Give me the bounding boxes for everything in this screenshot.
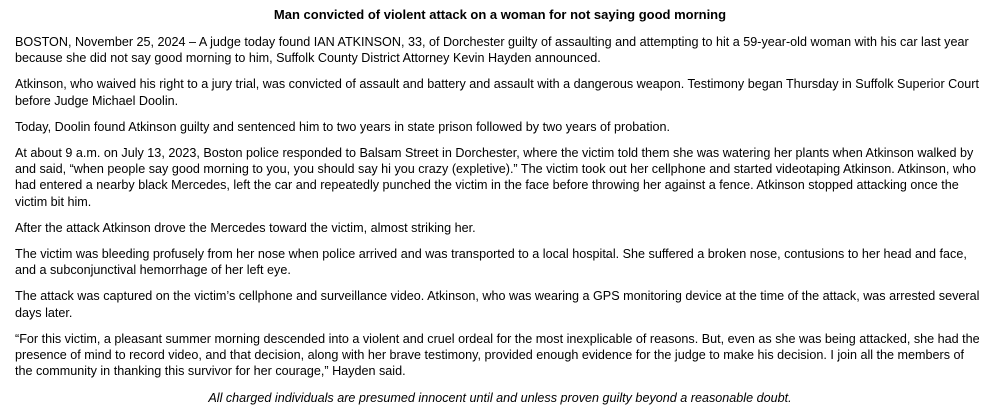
paragraph-quote: “For this victim, a pleasant summer morning descended into a violent and cruel ordeal for the most inexplicable of reasons. But, even as she was being attacked, she had the presence of mind to record video, and that decision, along with her brave testimony, provided enough evidence for the judge to make his decision. I join all the members of the community in thanking this survivor for her courage,” Hayden said. <box>15 331 980 379</box>
paragraph-sentence: Today, Doolin found Atkinson guilty and sentenced him to two years in state prison followed by two years of probation. <box>15 119 671 134</box>
legal-disclaimer: All charged individuals are presumed innocent until and unless proven guilty beyond a reasonable doubt. <box>208 391 792 406</box>
paragraph-arrest: The attack was captured on the victim’s cellphone and surveillance video. Atkinson, who was wearing a GPS monitoring device at the time of the attack, was arrested several days later. <box>15 289 980 320</box>
paragraph-injuries: The victim was bleeding profusely from her nose when police arrived and was transported to a local hospital. She suffered a broken nose, contusions to her head and face, and a subconjunctival hemorrhage of her left eye. <box>15 247 967 278</box>
paragraph-lede: BOSTON, November 25, 2024 – A judge today found IAN ATKINSON, 33, of Dorchester guilty of assaulting and attempting to hit a 59-year-old woman with his car last year because she did not say good morning to him, Suffolk County District Attorney Kevin Hayden announced. <box>15 35 969 66</box>
article-title: Man convicted of violent attack on a woman for not saying good morning <box>273 7 727 22</box>
paragraph-vehicle: After the attack Atkinson drove the Mercedes toward the victim, almost striking her. <box>15 220 476 235</box>
paragraph-conviction: Atkinson, who waived his right to a jury trial, was convicted of assault and battery and assault with a dangerous weapon. Testimony began Thursday in Suffolk Superior Court before Judge Michael Doolin. <box>15 77 979 108</box>
paragraph-incident: At about 9 a.m. on July 13, 2023, Boston police responded to Balsam Street in Dorchester, where the victim told them she was watering her plants when Atkinson walked by and said, “when people say good morning to you, you should say hi you crazy (expletive).” The victim took out her cellphone and started videotaping Atkinson. Atkinson, who had entered a nearby black Mercedes, left the car and repeatedly punched the victim in the face before throwing her against a fence. Atkinson stopped attacking once the victim bit him. <box>15 146 976 209</box>
